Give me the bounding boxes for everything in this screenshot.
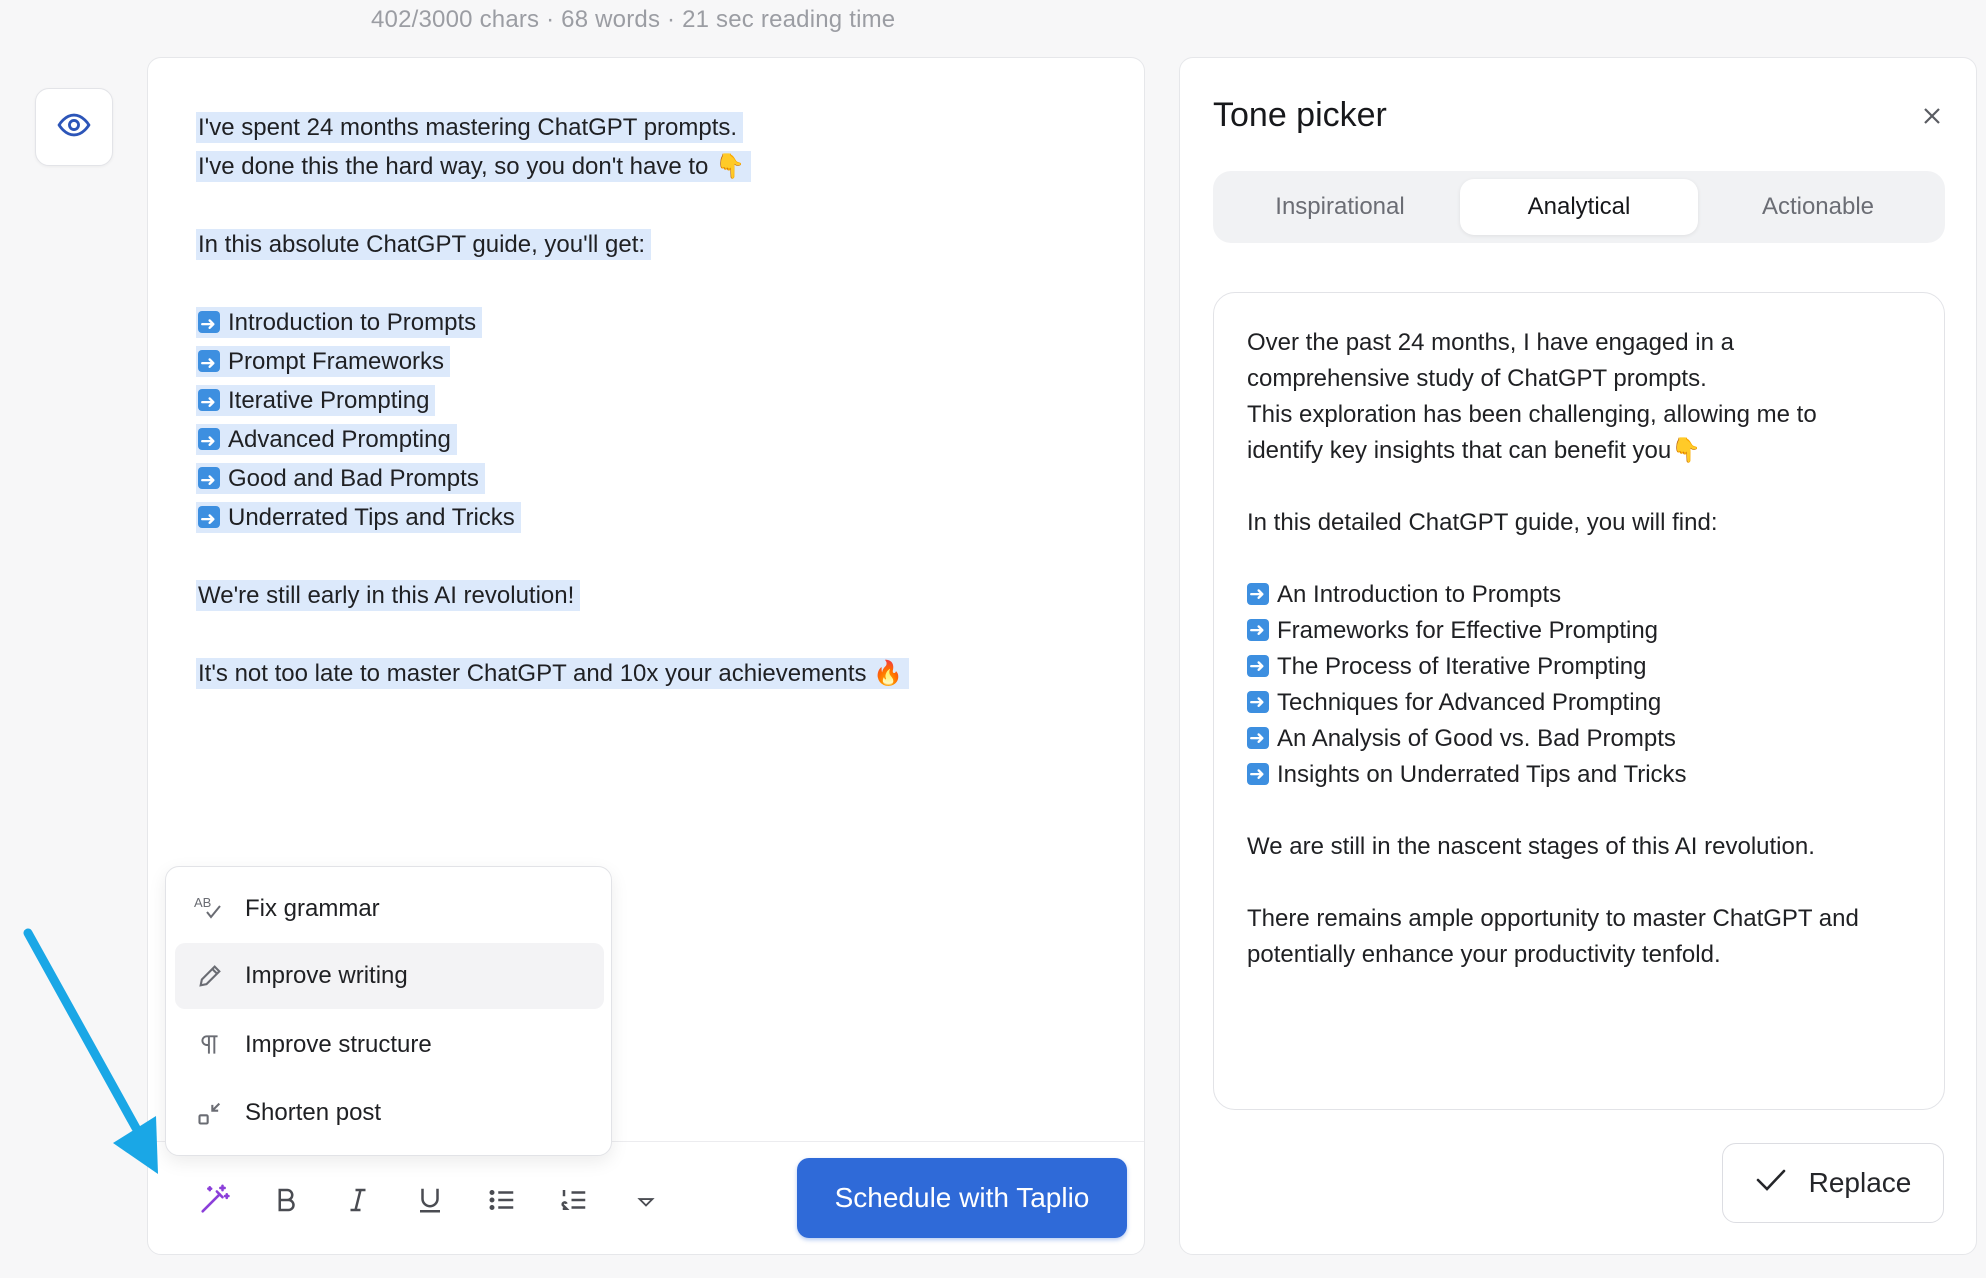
bullet-line xyxy=(196,459,1096,498)
line-content xyxy=(196,424,457,455)
right-arrow-icon xyxy=(1247,655,1269,677)
preview-button[interactable] xyxy=(35,88,113,166)
replace-button[interactable] xyxy=(1722,1143,1944,1223)
text-line xyxy=(196,186,1096,225)
line-content xyxy=(196,307,482,338)
line-content xyxy=(196,658,909,689)
text-line xyxy=(196,264,1096,303)
line-text: Iterative Prompting xyxy=(228,387,430,414)
italic-icon[interactable] xyxy=(322,1170,394,1230)
line-content xyxy=(1247,689,1661,716)
line-content xyxy=(1247,653,1647,680)
line-text: In this detailed ChatGPT guide, you will find: xyxy=(1247,509,1718,536)
line-content xyxy=(1247,617,1658,644)
line-content xyxy=(196,385,435,416)
line-text: Good and Bad Prompts xyxy=(228,465,479,492)
bullet-line xyxy=(196,420,1096,459)
right-arrow-icon xyxy=(198,506,220,528)
line-content xyxy=(196,463,485,494)
menu-item-improve-writing[interactable] xyxy=(175,943,604,1009)
tone-picker-panel xyxy=(1179,57,1977,1255)
bullet-line xyxy=(196,498,1096,537)
line-text: We're still early in this AI revolution! xyxy=(198,582,575,609)
text-line xyxy=(196,576,1096,615)
line-text: This exploration has been challenging, allowing me to xyxy=(1247,401,1817,428)
line-text: There remains ample opportunity to master ChatGPT and xyxy=(1247,905,1859,932)
right-arrow-icon xyxy=(198,467,220,489)
line-content xyxy=(196,151,751,182)
line-content xyxy=(1247,941,1721,968)
line-content xyxy=(1247,401,1817,428)
schedule-button[interactable]: Schedule with Taplio xyxy=(797,1158,1127,1238)
post-stats: 402/3000 chars · 68 words · 21 sec reading time xyxy=(371,6,896,33)
paragraph-icon xyxy=(175,1031,245,1059)
panel-title: Tone picker xyxy=(1213,96,1387,134)
right-arrow-icon xyxy=(198,389,220,411)
bullet-line xyxy=(1247,577,1927,613)
right-arrow-icon xyxy=(1247,691,1269,713)
line-content xyxy=(1247,725,1676,752)
shrink-icon xyxy=(175,1099,245,1127)
svg-text:AB: AB xyxy=(194,895,212,910)
line-content xyxy=(1247,761,1687,788)
menu-item-label: Shorten post xyxy=(245,1099,382,1126)
text-line xyxy=(1247,793,1927,829)
text-line xyxy=(196,108,1096,147)
right-arrow-icon xyxy=(1247,583,1269,605)
line-content xyxy=(196,229,651,260)
text-line xyxy=(1247,937,1927,973)
line-text: Prompt Frameworks xyxy=(228,348,445,375)
formatting-toolbar xyxy=(178,1170,682,1230)
underline-icon[interactable] xyxy=(394,1170,466,1230)
check-icon xyxy=(1755,1167,1787,1200)
line-content xyxy=(1247,833,1815,860)
text-line xyxy=(1247,505,1927,541)
tab-actionable[interactable]: Actionable xyxy=(1761,193,1875,220)
menu-item-label: Improve structure xyxy=(245,1031,432,1058)
line-text: It's not too late to master ChatGPT and 10x your achievements 🔥 xyxy=(198,660,904,687)
right-arrow-icon xyxy=(1247,727,1269,749)
eye-icon xyxy=(57,108,91,147)
bullet-line xyxy=(1247,613,1927,649)
tone-tabs xyxy=(1213,171,1945,243)
right-arrow-icon xyxy=(198,311,220,333)
ai-actions-menu xyxy=(165,866,612,1156)
text-line xyxy=(196,537,1096,576)
line-content xyxy=(1247,365,1707,392)
text-line xyxy=(1247,433,1927,469)
line-content xyxy=(1247,581,1561,608)
line-text: We are still in the nascent stages of this AI revolution. xyxy=(1247,833,1815,860)
line-text: An Introduction to Prompts xyxy=(1277,581,1562,608)
replace-label: Replace xyxy=(1808,1167,1912,1198)
menu-item-shorten-post[interactable] xyxy=(175,1080,604,1146)
line-text: The Process of Iterative Prompting xyxy=(1277,653,1647,680)
text-line xyxy=(196,615,1096,654)
bullet-line xyxy=(1247,649,1927,685)
line-content xyxy=(1247,905,1859,932)
bullet-line xyxy=(1247,685,1927,721)
line-text: Underrated Tips and Tricks xyxy=(228,504,515,531)
line-text: Introduction to Prompts xyxy=(228,309,477,336)
right-arrow-icon xyxy=(198,350,220,372)
line-content xyxy=(196,580,580,611)
line-text: Insights on Underrated Tips and Tricks xyxy=(1277,761,1687,788)
magic-wand-icon[interactable] xyxy=(178,1170,250,1230)
menu-item-label: Fix grammar xyxy=(245,895,380,922)
menu-item-improve-structure[interactable] xyxy=(175,1012,604,1078)
tab-analytical[interactable]: Analytical xyxy=(1460,179,1698,235)
line-text: Frameworks for Effective Prompting xyxy=(1277,617,1659,644)
annotation-arrow xyxy=(18,928,168,1183)
text-line xyxy=(196,225,1096,264)
text-line xyxy=(1247,469,1927,505)
right-arrow-icon xyxy=(1247,619,1269,641)
right-arrow-icon xyxy=(1247,763,1269,785)
right-arrow-icon xyxy=(198,428,220,450)
text-line xyxy=(1247,397,1927,433)
text-line xyxy=(196,654,1096,693)
text-line xyxy=(1247,541,1927,577)
line-text: comprehensive study of ChatGPT prompts. xyxy=(1247,365,1707,392)
menu-item-fix-grammar[interactable] xyxy=(175,876,604,942)
tone-result-box xyxy=(1213,292,1945,1110)
line-text: Techniques for Advanced Prompting xyxy=(1277,689,1662,716)
line-text: I've done this the hard way, so you don't have to 👇 xyxy=(198,153,745,180)
editor-content[interactable] xyxy=(196,108,1096,693)
text-line xyxy=(1247,829,1927,865)
bold-icon[interactable] xyxy=(250,1170,322,1230)
bullet-line xyxy=(196,303,1096,342)
text-line xyxy=(1247,901,1927,937)
text-line xyxy=(196,147,1096,186)
tone-result-text xyxy=(1247,325,1927,973)
line-content xyxy=(1247,437,1701,464)
text-line xyxy=(1247,865,1927,901)
bullet-line xyxy=(196,342,1096,381)
text-line xyxy=(1247,325,1927,361)
numbered-list-icon[interactable] xyxy=(538,1170,610,1230)
more-dropdown-icon[interactable] xyxy=(610,1170,682,1230)
line-text: I've spent 24 months mastering ChatGPT prompts. xyxy=(198,114,738,141)
spellcheck-icon xyxy=(175,894,245,924)
bullet-line xyxy=(1247,757,1927,793)
line-text: Advanced Prompting xyxy=(228,426,451,453)
line-text: In this absolute ChatGPT guide, you'll get: xyxy=(198,231,646,258)
line-text: identify key insights that can benefit you👇 xyxy=(1247,437,1702,464)
pencil-icon xyxy=(175,962,245,990)
line-content xyxy=(196,502,521,533)
close-icon[interactable] xyxy=(1912,96,1952,136)
line-content xyxy=(196,346,450,377)
line-text: An Analysis of Good vs. Bad Prompts xyxy=(1277,725,1676,752)
line-content xyxy=(1247,329,1734,356)
menu-item-label: Improve writing xyxy=(245,962,408,989)
line-content xyxy=(1247,509,1717,536)
bullet-list-icon[interactable] xyxy=(466,1170,538,1230)
text-line xyxy=(1247,361,1927,397)
line-content xyxy=(196,112,743,143)
bullet-line xyxy=(196,381,1096,420)
line-text: Over the past 24 months, I have engaged in a xyxy=(1247,329,1734,356)
tab-inspirational[interactable]: Inspirational xyxy=(1275,193,1405,220)
line-text: potentially enhance your productivity tenfold. xyxy=(1247,941,1721,968)
bullet-line xyxy=(1247,721,1927,757)
